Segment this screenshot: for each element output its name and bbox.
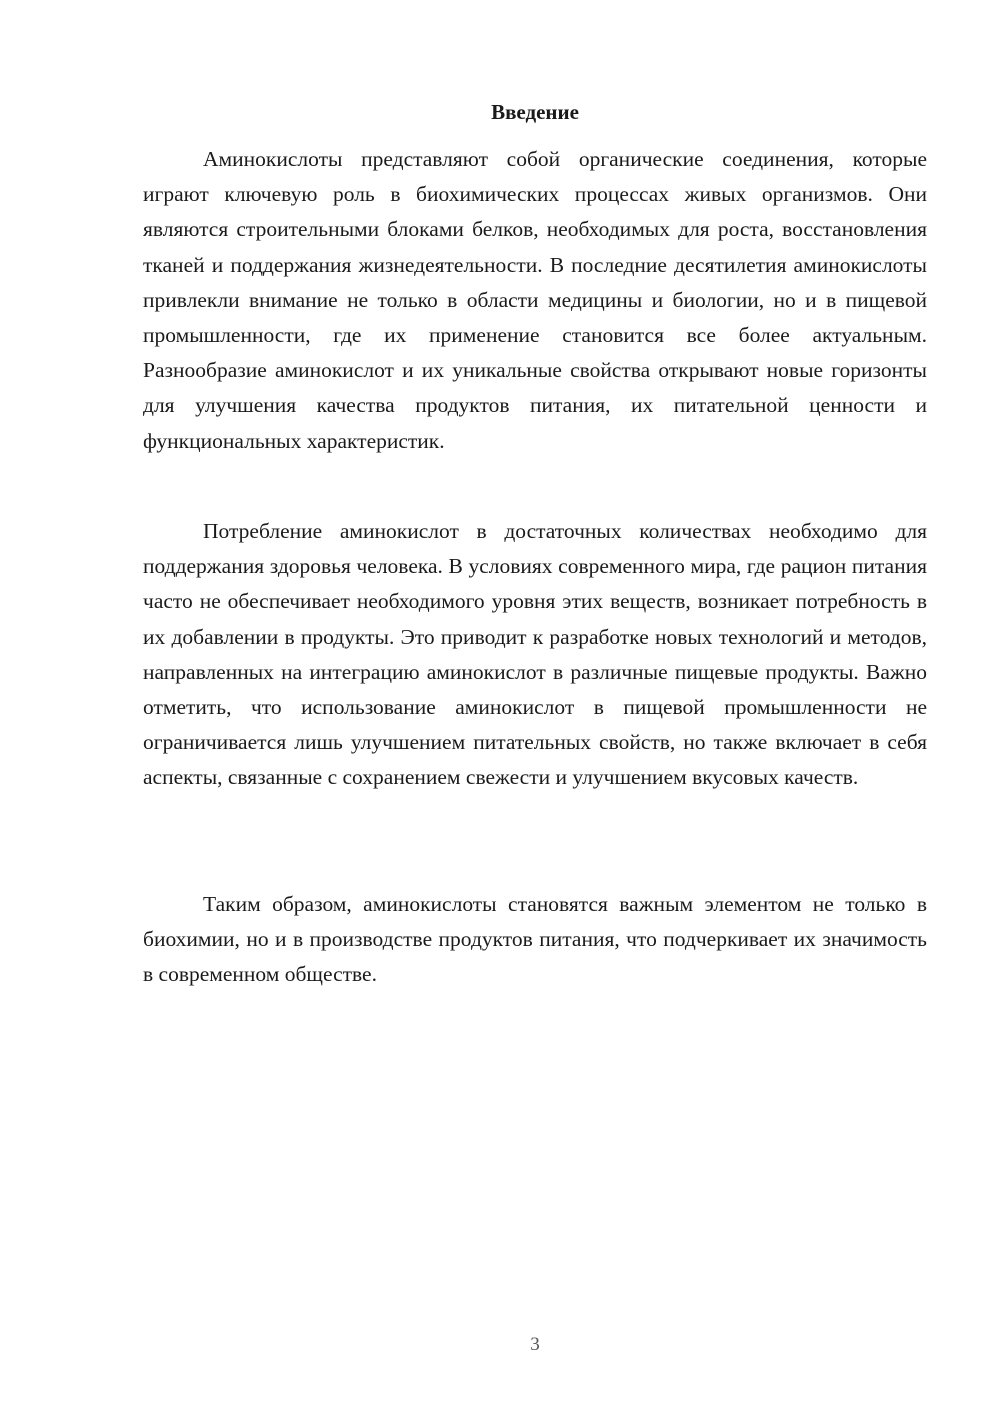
paragraph-1: Аминокислоты представляют собой органические соединения, которые играют ключевую роль в биохимических процессах живых организмов. Они являются строительными блоками белков, необходимых для роста, восстановления тканей и поддержания жизнедеятельности. В последние десятилетия аминокислоты привлекли внимание не только в области медицины и биологии, но и в пищевой промышленности, где их применение становится все более актуальным. Разнообразие аминокислот и их уникальные свойства открывают новые горизонты для улучшения качества продуктов питания, их питательной ценности и функциональных характеристик. (143, 147, 927, 453)
paragraph-3: Таким образом, аминокислоты становятся важным элементом не только в биохимии, но и в производстве продуктов питания, что подчеркивает их значимость в современном обществе. (143, 892, 927, 987)
paragraph-2: Потребление аминокислот в достаточных количествах необходимо для поддержания здоровья человека. В условиях современного мира, где рацион питания часто не обеспечивает необходимого уровня этих веществ, возникает потребность в их добавлении в продукты. Это приводит к разработке новых технологий и методов, направленных на интеграцию аминокислот в различные пищевые продукты. Важно отметить, что использование аминокислот в пищевой промышленности не ограничивается лишь улучшением питательных свойств, но также включает в себя аспекты, связанные с сохранением свежести и улучшением вкусовых качеств. (143, 519, 927, 790)
section-title: Введение (491, 100, 579, 124)
paragraph-1-container (143, 142, 927, 459)
paragraph-3-container (143, 887, 927, 993)
paragraph-2-container (143, 514, 927, 796)
page-number: 3 (530, 1334, 540, 1355)
